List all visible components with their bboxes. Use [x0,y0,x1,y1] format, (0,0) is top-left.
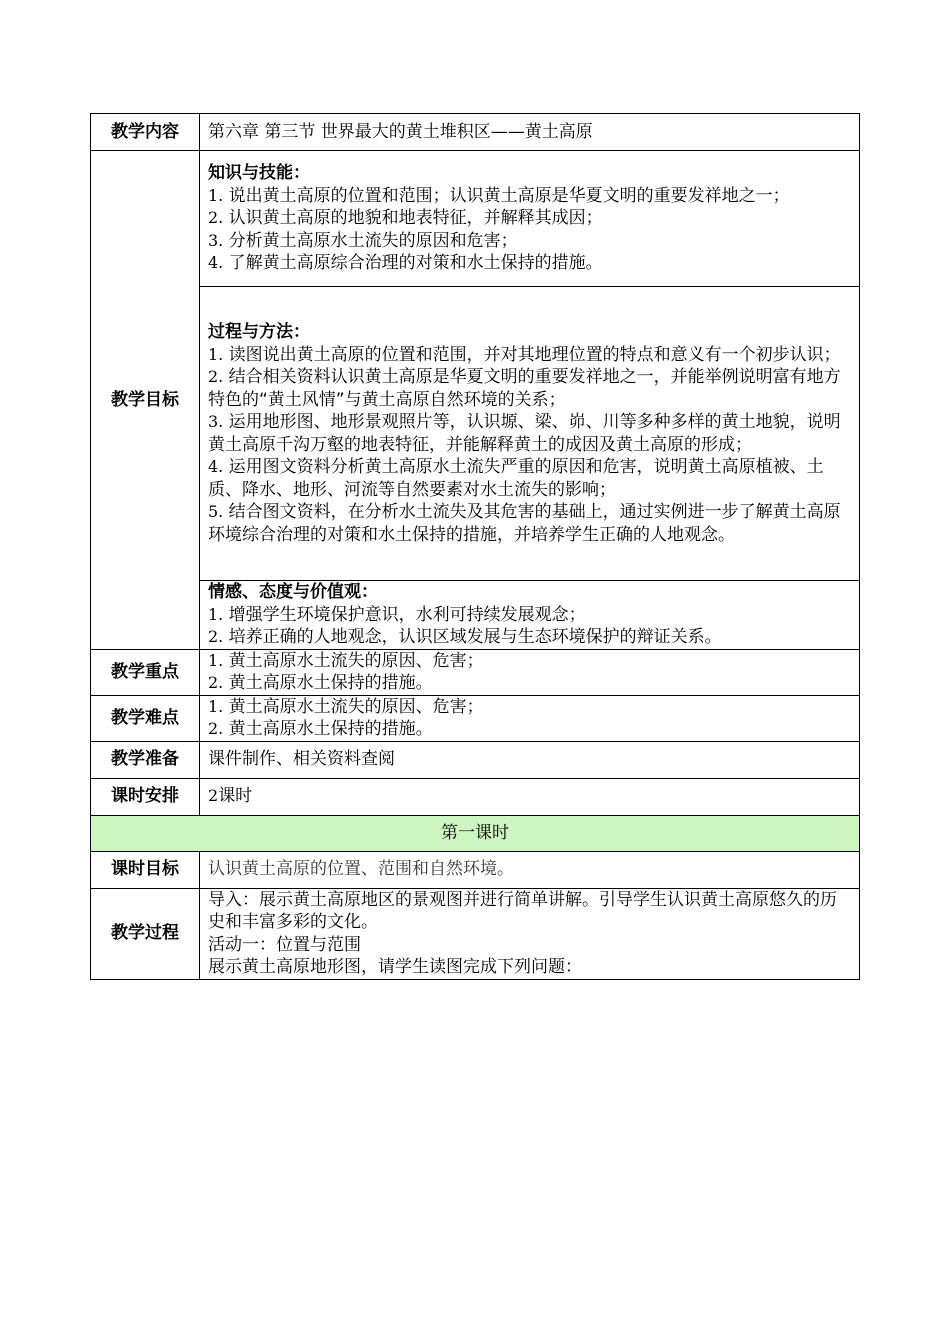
knowledge-item: 1. 说出黄土高原的位置和范围；认识黄土高原是华夏文明的重要发祥地之一； [208,185,790,206]
schedule-value: 2课时 [200,778,860,815]
key-points-cell [200,649,860,695]
process-item: 1. 读图说出黄土高原的位置和范围，并对其地理位置的特点和意义有一个初步认识； [208,344,841,365]
knowledge-item: 2. 认识黄土高原的地貌和地表特征，并解释其成因； [208,208,603,229]
content-value: 第六章 第三节 世界最大的黄土堆积区——黄土高原 [200,114,860,151]
knowledge-item: 3. 分析黄土高原水土流失的原因和危害； [208,230,518,251]
key-point-item: 1. 黄土高原水土流失的原因、危害； [208,650,484,671]
content-row [91,114,860,151]
process-line: 活动一：位置与范围 [208,934,361,955]
process-line: 展示黄土高原地形图，请学生读图完成下列问题： [208,957,582,977]
period-goal-row [91,851,860,888]
preparation-value: 课件制作、相关资料查阅 [200,741,860,778]
objectives-knowledge-row [91,151,860,287]
attitude-item: 2. 培养正确的人地观念，认识区域发展与生态环境保护的辩证关系。 [208,627,722,647]
difficulties-cell [200,695,860,741]
preparation-label: 教学准备 [91,741,200,778]
process-item: 3. 运用地形图、地形景观照片等，认识塬、梁、峁、川等多种多样的黄土地貌，说明黄土高原千沟万壑的地表特征，并能解释黄土的成因及黄土高原的形成； [208,412,841,455]
attitude-cell [200,581,860,650]
process-item: 4. 运用图文资料分析黄土高原水土流失严重的原因和危害，说明黄土高原植被、土质、降水、地形、河流等自然要素对水土流失的影响； [208,457,824,500]
knowledge-item: 4. 了解黄土高原综合治理的对策和水土保持的措施。 [208,253,603,274]
difficulties-label: 教学难点 [91,695,200,741]
lesson-plan-table [90,113,860,980]
schedule-row [91,778,860,815]
attitude-title: 情感、态度与价值观： [208,582,378,602]
period-title: 第一课时 [91,815,860,851]
difficulties-row [91,695,860,741]
difficulty-item: 1. 黄土高原水土流失的原因、危害； [208,696,484,717]
preparation-row [91,741,860,778]
teaching-process-label: 教学过程 [91,888,200,979]
objectives-attitude-row [91,581,860,650]
process-item: 2. 结合相关资料认识黄土高原是华夏文明的重要发祥地之一，并能举例说明富有地方特色的“黄土风情”与黄土高原自然环境的关系； [208,367,841,410]
period-title-row [91,815,860,851]
objectives-process-row [91,287,860,581]
process-cell [200,287,860,581]
process-line: 导入：展示黄土高原地区的景观图并进行简单讲解。引导学生认识黄土高原悠久的历史和丰富多彩的文化。 [208,889,837,932]
teaching-process-row [91,888,860,979]
key-points-row [91,649,860,695]
difficulty-item: 2. 黄土高原水土保持的措施。 [208,719,433,739]
period-goal-label: 课时目标 [91,851,200,888]
attitude-item: 1. 增强学生环境保护意识，水利可持续发展观念； [208,604,586,625]
period-goal-value: 认识黄土高原的位置、范围和自然环境。 [200,851,860,888]
process-item: 5. 结合图文资料，在分析水土流失及其危害的基础上，通过实例进一步了解黄土高原环境综合治理的对策和水土保持的措施，并培养学生正确的人地观念。 [208,502,841,545]
key-points-label: 教学重点 [91,649,200,695]
objectives-label: 教学目标 [91,151,200,650]
schedule-label: 课时安排 [91,778,200,815]
key-point-item: 2. 黄土高原水土保持的措施。 [208,673,433,693]
knowledge-title: 知识与技能： [208,163,310,184]
process-title: 过程与方法： [208,322,310,342]
content-label: 教学内容 [91,114,200,151]
knowledge-cell [200,151,860,287]
teaching-process-cell [200,888,860,979]
